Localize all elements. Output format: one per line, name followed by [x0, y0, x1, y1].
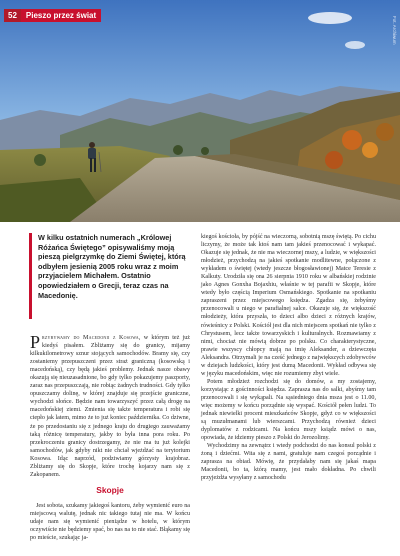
intro-smallcaps: rzybywamy do Macedonii z Kosowa,: [42, 335, 141, 341]
paragraph-2: Jest sobota, szukamy jakiegoś kantoru, żeby wymienić euro na miejscową walutę, jednak nic takiego tutaj nie ma. W końcu udaje nam się wymienić pieniądze w hotelu, w którym oczywiście nie będziemy spać, bo nas na to nie stać. Błąkamy się po mieście, szukając ja-: [30, 502, 190, 542]
paragraph-1-text: w którym też już kiedyś pisałem. Zbliżamy się do granicy, mijamy kilkukilometrowy sznur stojących samochodów. Bramy się, czy zostaniemy przepuszczeni przez straż graniczną (kosowską i macedońską), czy będą jakieś problemy. Jednak nasze obawy okazują się nieuzasadnione, bo gdy tylko pokazujemy paszporty, zaraz nas przepuszczają, nie robiąc żadnych trudności. Gdy tylko opuszczamy dolinę, w której znajduje się przejście graniczne, wychodzi słońce. Będzie nam towarzyszyć przez całą drogę na macedońskiej ziemi. Zmienia się także temperatura i robi się ciepło jak latem, mimo że to już koniec października. Co dziwne, że po przedostaniu się z jednego kraju do drugiego zauważamy taką różnicę temperatury, jakby to była inna pora roku. Po przekroczeniu granicy dostrzegamy, że nie ma tu już kolejki samochodów, jak gdyby nikt nie chciał wjeżdżać na terytorium Kosowa. Idąc naprzód, podziwiamy górzysty krajobraz. Zbliżamy się do Skopje, które trochę kojarzy nam się z Zakopanem.: [30, 335, 190, 478]
subheading-skopje: Skopje: [96, 484, 124, 495]
drop-cap: P: [30, 332, 41, 352]
article-column-left: [30, 334, 190, 542]
article-column-right: [201, 233, 376, 482]
header-photo: [0, 0, 400, 222]
article-lead: W kilku ostatnich numerach „Królowej Różańca Świętego” opisywaliśmy moją pieszą pielgrzymkę do Ziemi Świętej, którą odbyłem jesienią 2005 roku wraz z moim przyjacielem Michałem. Ostatnio opowiedziałem o Grecji, teraz czas na Macedonię.: [29, 233, 189, 319]
right-paragraph-1: kiegoś kościoła, by pójść na wieczorną, sobotnią mszę świętą. Po cichu liczymy, że może tak ktoś nam tam jakieś przenocować i wykapać. Okazuje się jednak, że nie ma wieczornej mszy, a ludzie, w większości młodzież, przychodzą na jakieś spotkanie modlitewne, połączone z wykładem o świętej (wtedy jeszcze błogosławionej) Matce Teresie z Kalkuty. Urodziła się ona 26 sierpnia 1910 roku w albańskiej rodzinie jako Agnes Gonxha Bojaxhiu, właśnie w tej parafii w Skopje, które wtedy było częścią Imperium Osmańskiego. Spotkanie na spotkaniu zapraszeni przez miejscowego księdza. Zgadza się, żebyśmy przenocowali u niego w parafialnej salce. Okazuje się, że większość młodzieży, która przyszła, to dzieci albo dzieci z różnych krajów, rówieśnicy z Polski. Kościół jest dla nich miejscem spotkań nie tylko z Chrystusem, lecz także towarzyskich i kulturalnych. Rozmawiamy z nimi, chociaż nie mówią dobrze po polsku. Co charakterystyczne, prawie wszyscy chłopcy mają na imię Aleksander, a dziewczęta Aleksandra. Otrzymali je na cześć jednego z największych zdobywców w dziejach ludzkości, który jest dumą Macedonii. Wykład odbywa się w języku macedońskim, więc nie rozumiemy zbyt wiele.: [201, 234, 376, 377]
section-title: Pieszo przez świat: [21, 9, 101, 22]
road-landscape-illustration: [0, 0, 400, 222]
photo-credit: Fot. Archiwum: [392, 16, 397, 45]
right-paragraph-2: Potem młodzież rozchodzi się do domów, a my zostajemy, korzystając z gościnności księdza. Zaprasza nas do salki, abyśmy tam przenocowali i się wykąpali. Na sąsiedniego dnia msza jest o 11.00, więc możemy w końcu porządnie się wyspać. Kościół pełen ludzi. To jednak niewielki procent mieszkańców Skopje, gdyż co w większości są muzułmanami lub wierszcami. Przychodzą również dzieci dyplomatów z rodzicami. Na końcu mszy ksiądz mówi o nas, opowiada, że idziemy pieszo z Polski do Jerozolimy.: [201, 378, 376, 442]
page-number: 52: [4, 9, 21, 22]
right-paragraph-3: Wychodzimy na zewnątrz i wtedy podchodzi do nas konsul polski z żoną i dziećmi. Wita się z nami, gratuluje nam czegoś porządnie i zaprasza na obiad. Mówię, że przydałaby nam się jakaś mapa Macedonii, bo ta, którą mamy, jest mało dokładna. Po chwili przyjeżdża wysyłany z samochodu: [201, 443, 376, 482]
page-header-tag: [4, 9, 101, 22]
paragraph-intro: [30, 334, 190, 479]
